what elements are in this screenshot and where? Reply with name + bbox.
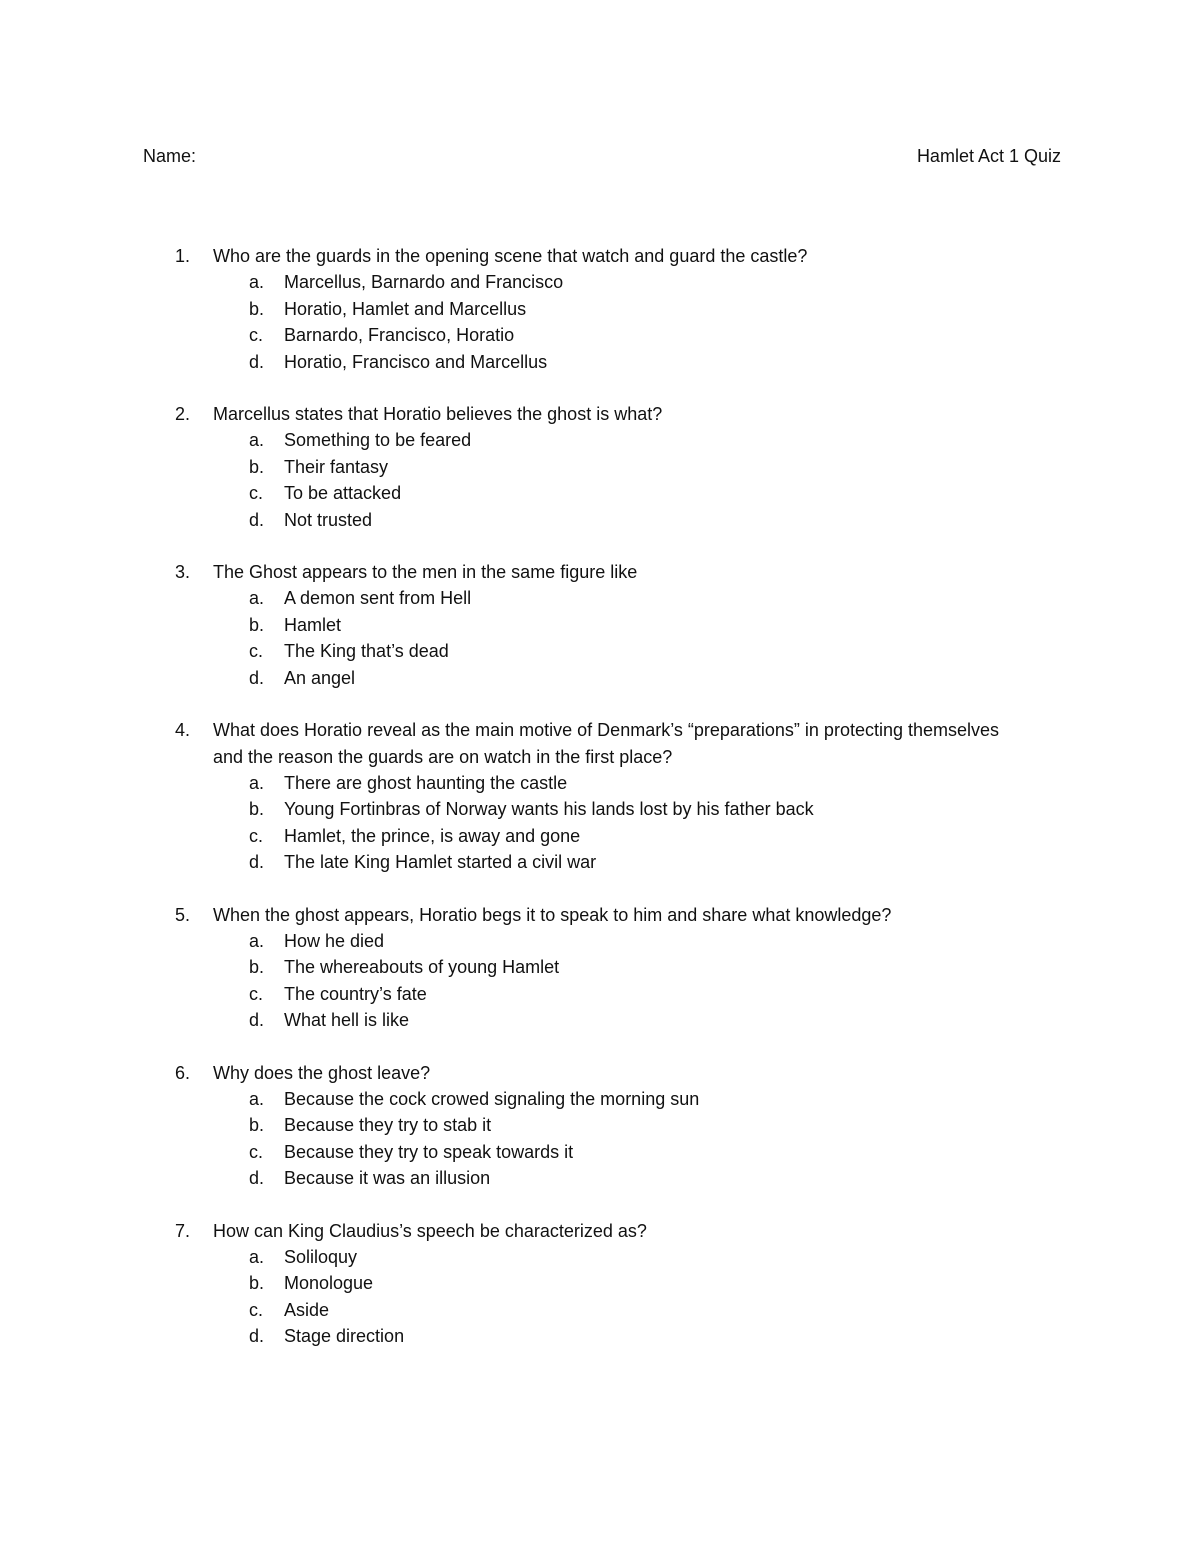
option-text: The late King Hamlet started a civil war [284, 852, 597, 873]
option-text: How he died [284, 930, 385, 951]
answer-option [0, 585, 1044, 611]
answer-option [0, 296, 1044, 322]
answer-option [0, 928, 1044, 954]
option-text: There are ghost haunting the castle [284, 772, 568, 793]
option-text: Horatio, Hamlet and Marcellus [284, 298, 527, 319]
option-text: Their fantasy [284, 456, 389, 477]
option-text: Because the cock crowed signaling the morning sun [284, 1088, 700, 1109]
answer-option [0, 454, 1044, 480]
option-letter: b. [249, 614, 265, 635]
option-letter: c. [249, 825, 264, 846]
answer-option [0, 322, 1044, 348]
answer-option [0, 1007, 1044, 1033]
question-number: 4. [175, 720, 191, 741]
option-text: To be attacked [284, 483, 402, 504]
option-text: Hamlet, the prince, is away and gone [284, 825, 581, 846]
question-text: When the ghost appears, Horatio begs it to speak to him and share what knowledge? [213, 904, 892, 925]
option-letter: c. [249, 1299, 264, 1320]
option-text: Not trusted [284, 509, 373, 530]
page-header [143, 143, 1061, 169]
option-text: Horatio, Francisco and Marcellus [284, 351, 548, 372]
question-stem [0, 1060, 1013, 1086]
answer-option [0, 796, 1044, 822]
option-letter: c. [249, 983, 264, 1004]
question-stem [0, 1218, 1013, 1244]
option-letter: d. [249, 1168, 265, 1189]
option-letter: a. [249, 588, 265, 609]
option-text: The whereabouts of young Hamlet [284, 957, 560, 978]
option-letter: d. [249, 1326, 265, 1347]
question-4 [0, 717, 1200, 875]
question-text: The Ghost appears to the men in the same figure like [213, 562, 638, 583]
answer-option [0, 1270, 1044, 1296]
quiz-title: Hamlet Act 1 Quiz [916, 146, 1061, 166]
question-stem [0, 401, 1013, 427]
option-text: Soliloquy [284, 1247, 358, 1267]
answer-option [0, 1086, 1044, 1112]
option-letter: d. [249, 852, 265, 873]
answer-option [0, 269, 1044, 295]
option-text: Marcellus, Barnardo and Francisco [284, 272, 564, 293]
option-text: Aside [284, 1299, 330, 1320]
option-letter: c. [249, 641, 264, 662]
option-text: Because it was an illusion [284, 1168, 491, 1189]
question-number: 5. [175, 904, 191, 925]
answer-option [0, 823, 1044, 849]
question-text: Marcellus states that Horatio believes the ghost is what? [213, 404, 663, 425]
question-7 [0, 1218, 1200, 1350]
option-text: Monologue [284, 1273, 374, 1294]
option-letter: b. [249, 1273, 265, 1294]
option-letter: d. [249, 1010, 265, 1031]
option-text: Something to be feared [284, 430, 472, 451]
answer-option [0, 665, 1044, 691]
option-text: An angel [284, 667, 356, 688]
question-list [0, 243, 1200, 1376]
question-text: Who are the guards in the opening scene that watch and guard the castle? [213, 246, 808, 266]
question-number: 7. [175, 1220, 191, 1241]
answer-option [0, 954, 1044, 980]
answer-option [0, 981, 1044, 1007]
answer-option [0, 1323, 1044, 1349]
answer-option [0, 1139, 1044, 1165]
option-text: Barnardo, Francisco, Horatio [284, 325, 515, 346]
answer-option [0, 1165, 1044, 1191]
option-letter: a. [249, 430, 265, 451]
answer-option [0, 1297, 1044, 1323]
answer-option [0, 1112, 1044, 1138]
answer-option [0, 770, 1044, 796]
option-text: Stage direction [284, 1326, 405, 1347]
question-stem [0, 559, 1013, 585]
option-letter: d. [249, 509, 265, 530]
option-letter: c. [249, 325, 264, 346]
option-letter: c. [249, 1141, 264, 1162]
option-letter: b. [249, 957, 265, 978]
question-2 [0, 401, 1200, 533]
option-letter: b. [249, 799, 265, 820]
option-text: Hamlet [284, 614, 342, 635]
question-text: Why does the ghost leave? [213, 1062, 431, 1083]
answer-option [0, 1244, 1044, 1270]
question-stem [0, 717, 1013, 770]
question-6 [0, 1060, 1200, 1192]
option-text: Because they try to stab it [284, 1115, 492, 1136]
option-letter: c. [249, 483, 264, 504]
option-letter: a. [249, 272, 265, 293]
question-1 [0, 243, 1200, 375]
question-text: What does Horatio reveal as the main motive of Denmark’s “preparations” in protecting themselves and the reason the guards are on watch in the first place? [213, 720, 1000, 767]
question-number: 6. [175, 1062, 191, 1083]
option-text: The country’s fate [284, 983, 427, 1004]
question-stem [0, 902, 1013, 928]
question-5 [0, 902, 1200, 1034]
answer-option [0, 849, 1044, 875]
answer-option [0, 638, 1044, 664]
option-letter: b. [249, 1115, 265, 1136]
option-letter: d. [249, 667, 265, 688]
answer-option [0, 427, 1044, 453]
question-number: 1. [175, 246, 191, 266]
answer-option [0, 612, 1044, 638]
answer-option [0, 349, 1044, 375]
option-letter: a. [249, 1088, 265, 1109]
option-letter: b. [249, 298, 265, 319]
option-text: Young Fortinbras of Norway wants his lands lost by his father back [284, 799, 814, 820]
option-letter: a. [249, 930, 265, 951]
option-letter: a. [249, 772, 265, 793]
answer-option [0, 480, 1044, 506]
question-stem [0, 243, 1013, 269]
option-text: A demon sent from Hell [284, 588, 472, 609]
option-text: The King that’s dead [284, 641, 449, 662]
question-text: How can King Claudius’s speech be characterized as? [213, 1220, 647, 1241]
option-text: What hell is like [284, 1010, 410, 1031]
option-letter: b. [249, 456, 265, 477]
option-letter: a. [249, 1247, 265, 1267]
option-text: Because they try to speak towards it [284, 1141, 574, 1162]
question-number: 2. [175, 404, 191, 425]
option-letter: d. [249, 351, 265, 372]
question-3 [0, 559, 1200, 691]
answer-option [0, 507, 1044, 533]
name-label: Name: [143, 146, 197, 166]
question-number: 3. [175, 562, 191, 583]
